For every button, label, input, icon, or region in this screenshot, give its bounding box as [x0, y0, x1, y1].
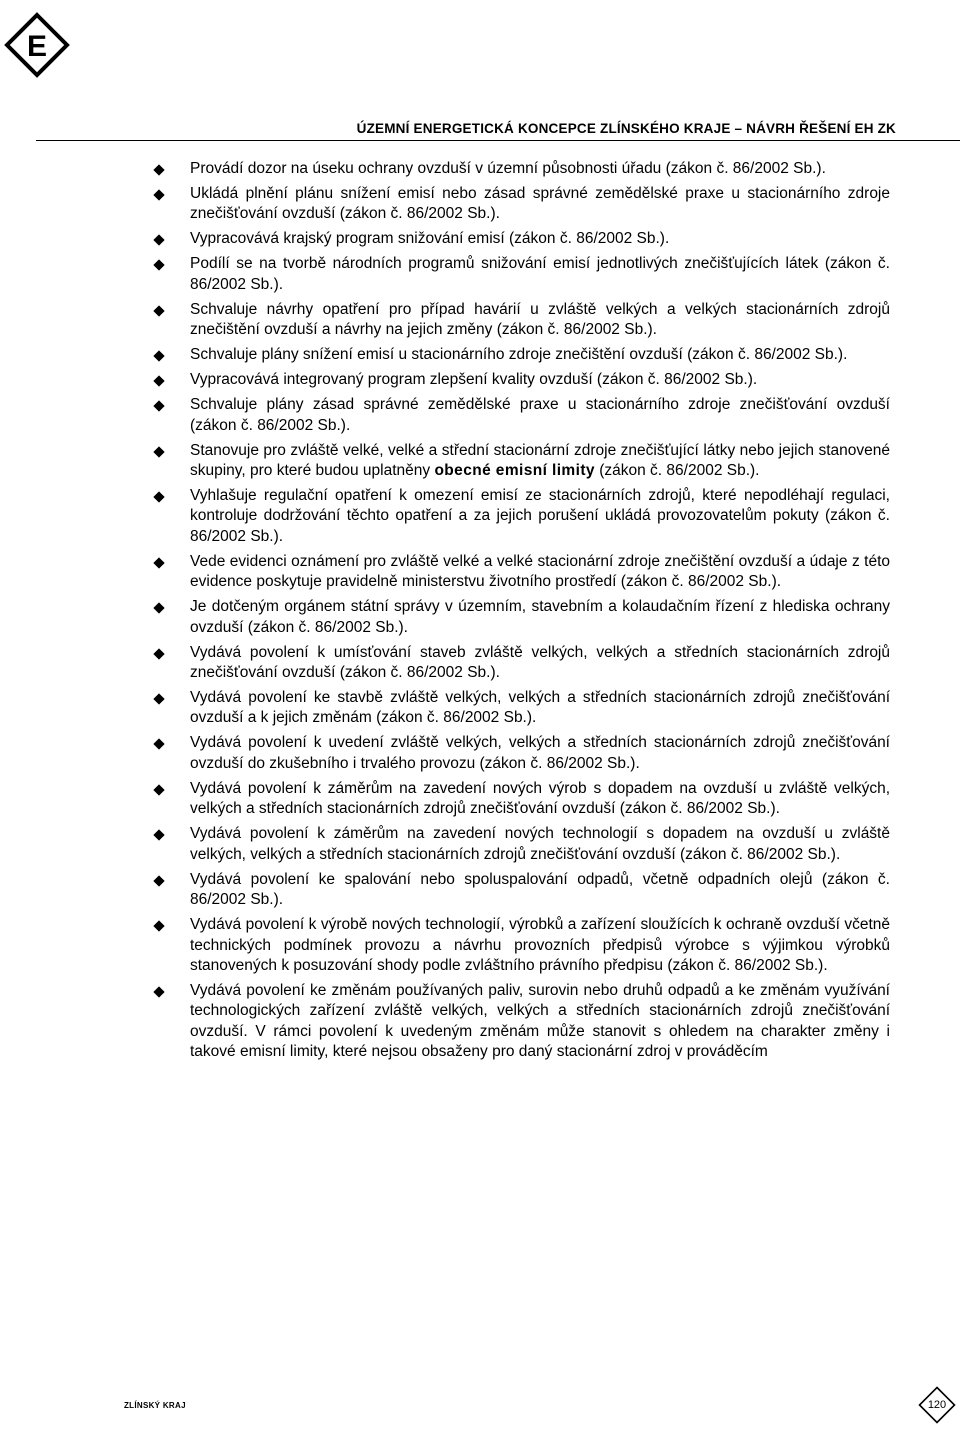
bullet-diamond-icon: [153, 260, 164, 271]
list-item: [190, 254, 890, 295]
list-item-text: Vydává povolení k uvedení zvláště velkých, velkých a středních stacionárních zdrojů znečišťování ovzduší do zkušebního i trvalého provozu (zákon č. 86/2002 Sb.).: [190, 734, 890, 772]
document-header-title: ÚZEMNÍ ENERGETICKÁ KONCEPCE ZLÍNSKÉHO KRAJE – NÁVRH ŘEŠENÍ EH ZK: [356, 121, 896, 136]
list-item: [190, 597, 890, 638]
list-item-text: Podílí se na tvorbě národních programů snižování emisí jednotlivých znečišťujících látek (zákon č. 86/2002 Sb.).: [190, 255, 890, 293]
list-item: [190, 915, 890, 976]
bullet-diamond-icon: [153, 491, 164, 502]
list-item-text: Vede evidenci oznámení pro zvláště velké a velké stacionární zdroje znečištění ovzduší a údaje z této evidence poskytuje pravidelně ministerstvu životního prostředí (zákon č. 86/2002 Sb.).: [190, 552, 890, 591]
emphasized-term: obecné emisní limity: [434, 462, 595, 480]
list-item: [190, 184, 890, 225]
list-item: [190, 688, 890, 729]
list-item-text: Vydává povolení k záměrům na zavedení nových technologií s dopadem na ovzduší u zvláště velkých, velkých a středních stacionárních zdrojů znečišťování ovzduší (zákon č. 86/2002 Sb.).: [190, 825, 890, 863]
footer-region-label: ZLÍNSKÝ KRAJ: [124, 1401, 186, 1410]
bullet-diamond-icon: [153, 830, 164, 841]
competence-list: [190, 159, 890, 1067]
energy-logo: [4, 12, 70, 78]
page-number: 120: [927, 1399, 947, 1411]
list-item: [190, 229, 890, 249]
list-item: [190, 486, 890, 547]
list-item-text: Vydává povolení ke spalování nebo spoluspalování odpadů, včetně odpadních olejů (zákon č. 86/2002 Sb.).: [190, 870, 890, 909]
list-item-text: Vydává povolení ke stavbě zvláště velkých, velkých a středních stacionárních zdrojů znečišťování ovzduší a k jejich změnám (zákon č. 86/2002 Sb.).: [190, 689, 890, 727]
list-item: [190, 441, 890, 482]
list-item: [190, 159, 890, 179]
list-item-text: Provádí dozor na úseku ochrany ovzduší v územní působnosti úřadu (zákon č. 86/2002 Sb.).: [190, 160, 826, 177]
bullet-diamond-icon: [153, 351, 164, 362]
bullet-diamond-icon: [153, 920, 164, 931]
bullet-diamond-icon: [153, 557, 164, 568]
bullet-diamond-icon: [153, 693, 164, 704]
header-divider: [36, 140, 960, 141]
list-item-text: (zákon č. 86/2002 Sb.).: [594, 462, 760, 480]
list-item-text: Schvaluje plány zásad správné zemědělské praxe u stacionárního zdroje znečišťování ovzduší (zákon č. 86/2002 Sb.).: [190, 396, 890, 434]
list-item: [190, 733, 890, 774]
list-item: [190, 345, 890, 365]
page-number-badge: [918, 1386, 956, 1424]
bullet-diamond-icon: [153, 603, 164, 614]
list-item: [190, 824, 890, 865]
list-item: [190, 981, 890, 1063]
list-item-text: Vydává povolení k umísťování staveb zvláště velkých, velkých a středních stacionárních zdrojů znečišťování ovzduší (zákon č. 86/2002 Sb.).: [190, 643, 890, 682]
list-item-text: Schvaluje plány snížení emisí u stacionárního zdroje znečištění ovzduší (zákon č. 86/2002 Sb.).: [190, 346, 848, 364]
list-item-text: Je dotčeným orgánem státní správy v územním, stavebním a kolaudačním řízení z hlediska ochrany ovzduší (zákon č. 86/2002 Sb.).: [190, 598, 890, 636]
logo-letter: E: [26, 30, 48, 63]
list-item: [190, 643, 890, 684]
list-item-text: Vydává povolení k záměrům na zavedení nových výrob s dopadem na ovzduší u zvláště velkých, velkých a středních stacionárních zdrojů znečišťování ovzduší (zákon č. 86/2002 Sb.).: [190, 779, 890, 818]
list-item-text: Vydává povolení k výrobě nových technologií, výrobků a zařízení sloužících k ochraně ovzduší včetně technických podmínek provozu a návrhu provozních předpisů výrobce s výjimkou výrobků stanovených k posuzování shody podle zvláštního právního předpisu (zákon č. 86/2002 Sb.).: [190, 916, 890, 974]
list-item: [190, 552, 890, 593]
list-item-text: Vypracovává krajský program snižování emisí (zákon č. 86/2002 Sb.).: [190, 230, 670, 248]
bullet-diamond-icon: [153, 164, 164, 175]
bullet-diamond-icon: [153, 305, 164, 316]
bullet-diamond-icon: [153, 784, 164, 795]
list-item: [190, 870, 890, 911]
list-item: [190, 395, 890, 436]
list-item-text: Vydává povolení ke změnám používaných paliv, surovin nebo druhů odpadů a ke změnám využívání technologických zařízení zvláště velkých, velkých a středních stacionárních zdrojů znečišťování ovzduší. V rámci povolení k uvedeným změnám může stanovit s ohledem na charakter změny i takové emisní limity, které nejsou obsaženy pro daný stacionární zdroj v prováděcím: [190, 981, 890, 1061]
bullet-diamond-icon: [153, 376, 164, 387]
list-item-text: Vypracovává integrovaný program zlepšení kvality ovzduší (zákon č. 86/2002 Sb.).: [190, 371, 758, 389]
bullet-diamond-icon: [153, 401, 164, 412]
list-item-text: Schvaluje návrhy opatření pro případ havárií u zvláště velkých a velkých stacionárních zdrojů znečištění ovzduší a návrhy na jejich změny (zákon č. 86/2002 Sb.).: [190, 300, 890, 339]
bullet-diamond-icon: [153, 739, 164, 750]
bullet-diamond-icon: [153, 235, 164, 246]
list-item: [190, 300, 890, 341]
bullet-diamond-icon: [153, 986, 164, 997]
list-item: [190, 779, 890, 820]
bullet-diamond-icon: [153, 875, 164, 886]
bullet-diamond-icon: [153, 189, 164, 200]
list-item: [190, 370, 890, 390]
list-item-text: Vyhlašuje regulační opatření k omezení emisí ze stacionárních zdrojů, které nepodléhají regulaci, kontroluje dodržování těchto opatření a za jejich porušení ukládá provozovatelům pokuty (zákon č. 86/2002 Sb.).: [190, 487, 890, 545]
list-item-text: Stanovuje pro zvláště velké, velké a střední stacionární zdroje znečišťující látky nebo jejich stanovené skupiny, pro které budou uplatněny: [190, 441, 890, 480]
bullet-diamond-icon: [153, 446, 164, 457]
list-item-text: Ukládá plnění plánu snížení emisí nebo zásad správné zemědělské praxe u stacionárního zdroje znečišťování ovzduší (zákon č. 86/2002 Sb.).: [190, 185, 890, 223]
bullet-diamond-icon: [153, 648, 164, 659]
